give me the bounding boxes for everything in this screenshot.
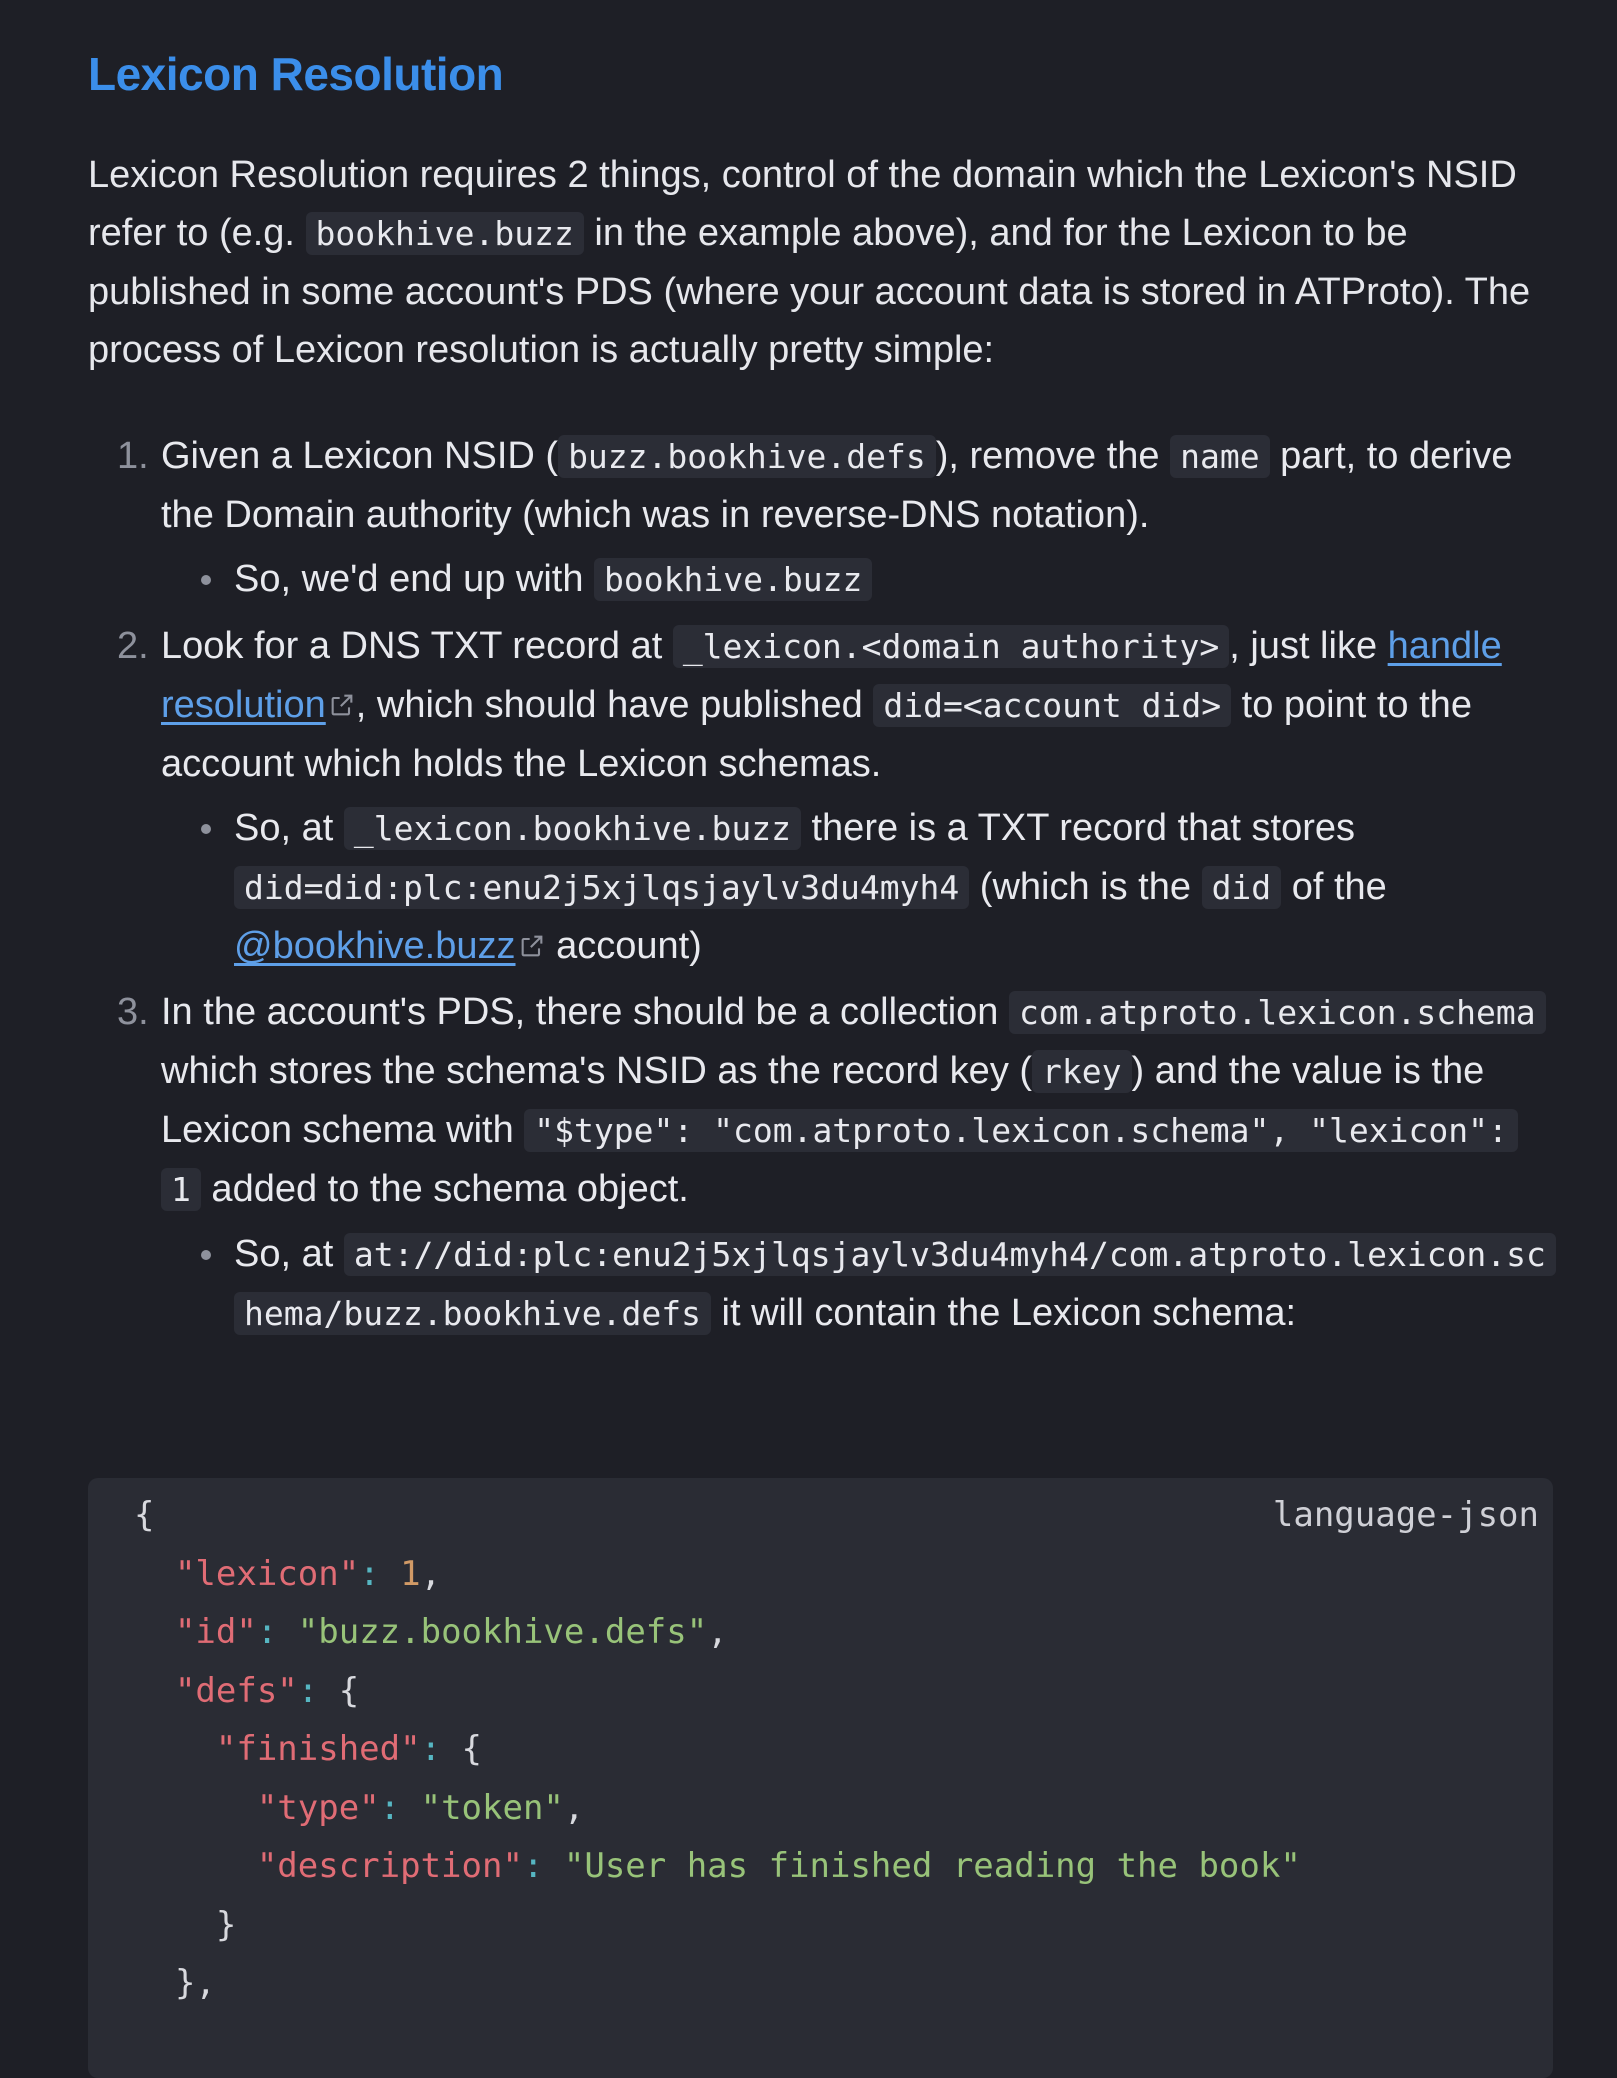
code-lines bbox=[134, 1486, 1553, 2013]
code-token: "id" bbox=[174, 1612, 257, 1652]
code-token: 1 bbox=[400, 1553, 421, 1594]
inline-code: "$type": "com.atproto.lexicon.schema", "lexicon": 1 bbox=[161, 1109, 1518, 1211]
code-token: "finished" bbox=[215, 1729, 421, 1769]
inline-code: bookhive.buzz bbox=[306, 212, 584, 255]
code-token: "description" bbox=[256, 1846, 523, 1886]
resolution-steps-list bbox=[88, 427, 1551, 1343]
step-text: Look for a DNS TXT record at bbox=[161, 625, 673, 667]
code-token: } bbox=[215, 1904, 237, 1945]
sub-text: So, we'd end up with bbox=[234, 558, 595, 600]
sub-text: there is a TXT record that stores bbox=[800, 807, 1355, 849]
code-token: "token" bbox=[420, 1787, 564, 1828]
inline-code: at://did:plc:enu2j5xjlqsjaylv3du4myh4/com.atproto.lexicon.schema/buzz.bookhive.defs bbox=[234, 1233, 1556, 1335]
sub-text: of the bbox=[1281, 866, 1387, 908]
list-item-step-2 bbox=[88, 617, 1551, 975]
step-text: which stores the schema's NSID as the record key ( bbox=[161, 1050, 1033, 1092]
inline-code: buzz.bookhive.defs bbox=[558, 435, 936, 478]
code-token: : bbox=[297, 1670, 339, 1711]
sub-list bbox=[161, 1225, 1551, 1343]
link-text[interactable]: @bookhive.buzz bbox=[234, 925, 516, 967]
step-text: In the account's PDS, there should be a collection bbox=[161, 991, 1009, 1033]
code-line bbox=[134, 1779, 1553, 1838]
sub-text: (which is the bbox=[969, 866, 1202, 908]
step-text: , which should have published bbox=[355, 684, 874, 726]
step-text: Given a Lexicon NSID ( bbox=[161, 435, 559, 477]
step-text: part, to derive the Domain authority (which was in reverse-DNS notation). bbox=[161, 435, 1513, 536]
code-token: , bbox=[420, 1553, 442, 1594]
inline-code: bookhive.buzz bbox=[594, 558, 872, 601]
step-text: ) and the value is the Lexicon schema with bbox=[161, 1050, 1485, 1151]
inline-code: rkey bbox=[1032, 1050, 1131, 1093]
code-token: , bbox=[707, 1612, 728, 1652]
sub-text: So, at bbox=[234, 1233, 344, 1275]
code-line bbox=[134, 1896, 1553, 1955]
step-number: 1. bbox=[117, 435, 149, 477]
code-line bbox=[134, 1720, 1553, 1779]
sub-list-item bbox=[161, 1225, 1551, 1343]
step-text: ), remove the bbox=[935, 435, 1171, 477]
bullet-icon bbox=[201, 575, 211, 585]
json-code-block bbox=[88, 1478, 1553, 2078]
intro-text: Lexicon Resolution requires 2 things, control of the domain which the Lexicon's NSID refer to (e.g. bbox=[88, 154, 1517, 254]
sub-list bbox=[161, 799, 1551, 975]
inline-code: did bbox=[1202, 866, 1282, 909]
list-item-step-3 bbox=[88, 983, 1551, 1343]
step-text: , just like bbox=[1229, 625, 1388, 667]
step-text: to point to the account which holds the Lexicon schemas. bbox=[161, 684, 1472, 785]
code-line bbox=[134, 1545, 1553, 1604]
code-token: : bbox=[379, 1787, 421, 1828]
code-token: , bbox=[563, 1787, 585, 1828]
sub-list bbox=[161, 550, 1551, 609]
code-line bbox=[134, 1954, 1553, 2013]
section-heading: Lexicon Resolution bbox=[88, 48, 504, 100]
code-token: { bbox=[338, 1670, 360, 1711]
sub-text: account) bbox=[545, 925, 702, 967]
external-link-icon bbox=[518, 932, 546, 960]
code-token: { bbox=[461, 1729, 483, 1769]
external-link-icon bbox=[328, 691, 356, 719]
code-token: "lexicon" bbox=[174, 1553, 360, 1594]
code-token: : bbox=[522, 1846, 564, 1886]
step-text: added to the schema object. bbox=[200, 1168, 689, 1210]
code-line bbox=[134, 1603, 1553, 1662]
step-number: 3. bbox=[117, 991, 149, 1033]
code-token: "User has finished reading the book" bbox=[563, 1846, 1301, 1886]
code-token: }, bbox=[174, 1963, 216, 2003]
inline-code: did=did:plc:enu2j5xjlqsjaylv3du4myh4 bbox=[234, 866, 969, 909]
code-language-label: language-json bbox=[1272, 1495, 1539, 1535]
code-token: : bbox=[420, 1729, 462, 1769]
code-token: { bbox=[134, 1495, 155, 1535]
link-text[interactable]: handle resolution bbox=[161, 625, 1502, 726]
code-token: : bbox=[256, 1612, 298, 1652]
sub-text: it will contain the Lexicon schema: bbox=[710, 1292, 1297, 1334]
sub-list-item bbox=[161, 550, 1551, 609]
bullet-icon bbox=[201, 1250, 211, 1260]
bookhive-account-link[interactable] bbox=[234, 925, 546, 967]
inline-code: com.atproto.lexicon.schema bbox=[1009, 991, 1546, 1034]
inline-code: _lexicon.bookhive.buzz bbox=[344, 807, 801, 850]
step-number: 2. bbox=[117, 625, 149, 667]
inline-code: name bbox=[1170, 435, 1269, 478]
bullet-icon bbox=[201, 824, 211, 834]
code-token: : bbox=[359, 1553, 401, 1594]
code-token: "defs" bbox=[174, 1670, 298, 1711]
sub-list-item bbox=[161, 799, 1551, 975]
code-line bbox=[134, 1662, 1553, 1721]
list-item-step-1 bbox=[88, 427, 1551, 609]
intro-paragraph bbox=[88, 146, 1551, 379]
inline-code: _lexicon.<domain authority> bbox=[673, 625, 1229, 668]
sub-text: So, at bbox=[234, 807, 344, 849]
intro-text: in the example above), and for the Lexicon to be published in some account's PDS (where your account data is stored in ATProto). The process of Lexicon resolution is actually pretty simple: bbox=[88, 212, 1531, 371]
code-line bbox=[134, 1837, 1553, 1896]
code-token: "type" bbox=[256, 1787, 380, 1828]
code-token: "buzz.bookhive.defs" bbox=[297, 1612, 708, 1652]
inline-code: did=<account did> bbox=[873, 684, 1231, 727]
